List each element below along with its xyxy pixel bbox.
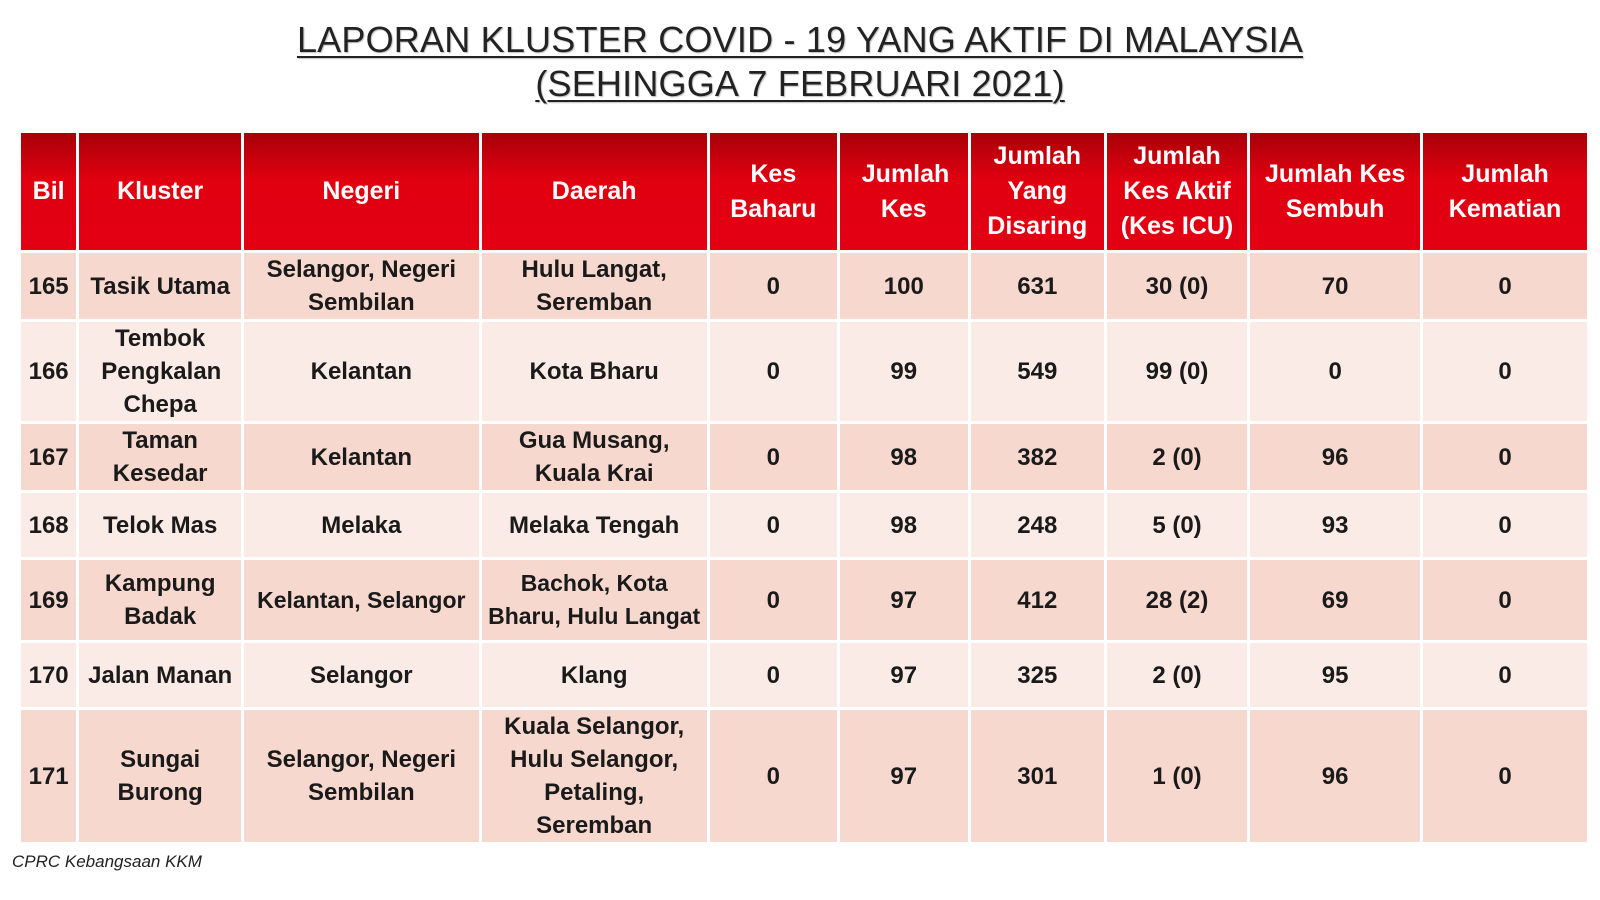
cell-daerah: Kota Bharu [482, 322, 707, 421]
cell-negeri: Selangor, Negeri Sembilan [244, 710, 478, 842]
cell-negeri: Kelantan, Selangor [244, 560, 478, 640]
cell-kluster: Taman Kesedar [79, 424, 241, 490]
cell-jumlah-kes: 97 [840, 560, 968, 640]
cell-jumlah-disaring: 301 [971, 710, 1104, 842]
cell-kes-baharu: 0 [710, 424, 837, 490]
cell-negeri: Melaka [244, 493, 478, 557]
cell-jumlah-sembuh: 93 [1250, 493, 1420, 557]
table-row [21, 493, 1587, 557]
header-negeri: Negeri [244, 133, 478, 250]
cell-negeri: Selangor [244, 643, 478, 707]
cell-jumlah-kematian: 0 [1423, 493, 1587, 557]
cell-jumlah-disaring: 412 [971, 560, 1104, 640]
cell-jumlah-disaring: 248 [971, 493, 1104, 557]
cell-jumlah-aktif: 30 (0) [1107, 253, 1247, 319]
cell-jumlah-sembuh: 96 [1250, 710, 1420, 842]
cell-kluster: Kampung Badak [79, 560, 241, 640]
cell-jumlah-kes: 97 [840, 643, 968, 707]
cell-kes-baharu: 0 [710, 560, 837, 640]
cell-jumlah-kes: 100 [840, 253, 968, 319]
table-row [21, 253, 1587, 319]
cell-jumlah-aktif: 28 (2) [1107, 560, 1247, 640]
table-row [21, 424, 1587, 490]
title-line-2: (SEHINGGA 7 FEBRUARI 2021) [535, 63, 1065, 104]
cell-kes-baharu: 0 [710, 710, 837, 842]
cell-jumlah-kematian: 0 [1423, 643, 1587, 707]
cell-jumlah-kematian: 0 [1423, 322, 1587, 421]
cell-kluster: Tasik Utama [79, 253, 241, 319]
cell-daerah: Klang [482, 643, 707, 707]
cell-jumlah-disaring: 382 [971, 424, 1104, 490]
cell-jumlah-aktif: 2 (0) [1107, 424, 1247, 490]
cell-bil: 167 [21, 424, 76, 490]
cluster-table [18, 130, 1590, 845]
cell-kes-baharu: 0 [710, 253, 837, 319]
header-jumlah-kes: Jumlah Kes [840, 133, 968, 250]
cell-jumlah-sembuh: 70 [1250, 253, 1420, 319]
cell-jumlah-kes: 98 [840, 493, 968, 557]
table-row [21, 643, 1587, 707]
cell-jumlah-kematian: 0 [1423, 710, 1587, 842]
cell-kluster: Telok Mas [79, 493, 241, 557]
cell-kes-baharu: 0 [710, 493, 837, 557]
cell-jumlah-kematian: 0 [1423, 424, 1587, 490]
cell-daerah: Kuala Selangor, Hulu Selangor, Petaling, Seremban [482, 710, 707, 842]
cell-jumlah-aktif: 5 (0) [1107, 493, 1247, 557]
cell-bil: 166 [21, 322, 76, 421]
cell-kluster: Sungai Burong [79, 710, 241, 842]
cell-jumlah-disaring: 631 [971, 253, 1104, 319]
table-row [21, 560, 1587, 640]
cell-jumlah-aktif: 2 (0) [1107, 643, 1247, 707]
cell-jumlah-kematian: 0 [1423, 560, 1587, 640]
cell-jumlah-sembuh: 69 [1250, 560, 1420, 640]
cell-jumlah-kes: 97 [840, 710, 968, 842]
cell-jumlah-aktif: 1 (0) [1107, 710, 1247, 842]
cell-negeri: Selangor, Negeri Sembilan [244, 253, 478, 319]
cell-bil: 170 [21, 643, 76, 707]
header-jumlah-disaring: Jumlah Yang Disaring [971, 133, 1104, 250]
cell-bil: 168 [21, 493, 76, 557]
cell-kluster: Jalan Manan [79, 643, 241, 707]
cell-daerah: Gua Musang, Kuala Krai [482, 424, 707, 490]
cell-jumlah-kes: 98 [840, 424, 968, 490]
cell-bil: 169 [21, 560, 76, 640]
cell-jumlah-disaring: 549 [971, 322, 1104, 421]
cell-kes-baharu: 0 [710, 643, 837, 707]
page-title [0, 18, 1600, 106]
cell-jumlah-aktif: 99 (0) [1107, 322, 1247, 421]
header-jumlah-sembuh: Jumlah Kes Sembuh [1250, 133, 1420, 250]
source-credit: CPRC Kebangsaan KKM [12, 852, 202, 871]
cell-jumlah-sembuh: 95 [1250, 643, 1420, 707]
cell-jumlah-sembuh: 96 [1250, 424, 1420, 490]
table-row [21, 322, 1587, 421]
header-kluster: Kluster [79, 133, 241, 250]
cell-kluster: Tembok Pengkalan Chepa [79, 322, 241, 421]
cell-kes-baharu: 0 [710, 322, 837, 421]
cell-bil: 171 [21, 710, 76, 842]
header-kes-baharu: Kes Baharu [710, 133, 837, 250]
header-jumlah-aktif: Jumlah Kes Aktif (Kes ICU) [1107, 133, 1247, 250]
cell-jumlah-kes: 99 [840, 322, 968, 421]
header-bil: Bil [21, 133, 76, 250]
cell-negeri: Kelantan [244, 322, 478, 421]
table-header-row [21, 133, 1587, 250]
cell-negeri: Kelantan [244, 424, 478, 490]
cell-jumlah-disaring: 325 [971, 643, 1104, 707]
title-line-1: LAPORAN KLUSTER COVID - 19 YANG AKTIF DI MALAYSIA [296, 19, 1304, 60]
cell-bil: 165 [21, 253, 76, 319]
cell-daerah: Melaka Tengah [482, 493, 707, 557]
cell-daerah: Bachok, Kota Bharu, Hulu Langat [482, 560, 707, 640]
cell-jumlah-kematian: 0 [1423, 253, 1587, 319]
cell-daerah: Hulu Langat, Seremban [482, 253, 707, 319]
header-jumlah-kematian: Jumlah Kematian [1423, 133, 1587, 250]
header-daerah: Daerah [482, 133, 707, 250]
table-row [21, 710, 1587, 842]
cell-jumlah-sembuh: 0 [1250, 322, 1420, 421]
